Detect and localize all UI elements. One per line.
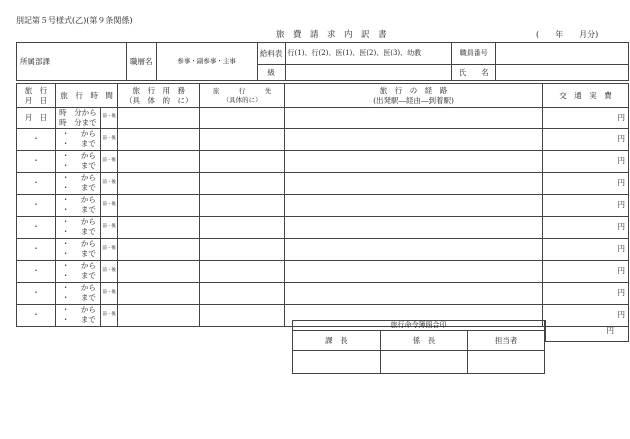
row-ampm-note: 前・後 xyxy=(100,238,117,260)
row-date-dot: ・ xyxy=(32,222,40,232)
row-date-cell[interactable] xyxy=(17,282,56,304)
person-in-charge-label: 担当者 xyxy=(468,331,545,351)
purpose-cell[interactable] xyxy=(118,282,200,304)
row-from-label: から xyxy=(80,282,96,292)
stamp-table xyxy=(292,320,545,374)
transport-cell[interactable] xyxy=(542,128,628,150)
row-time-dot: ・ xyxy=(61,260,70,270)
row-time-cell[interactable] xyxy=(55,282,100,304)
position-label: 職層名 xyxy=(126,43,156,81)
subheader-time-to: 時 分まで xyxy=(59,117,97,127)
route-label: 旅 行 の 経 路 xyxy=(379,85,448,95)
itinerary-row xyxy=(17,260,629,282)
col-purpose-header: 旅 行 用 務 （具 体 的 に） xyxy=(118,84,200,108)
row-yen: 円 xyxy=(617,244,625,254)
purpose-cell[interactable] xyxy=(118,194,200,216)
row-time-dot: ・ xyxy=(61,216,70,226)
row-time-dot: ・ xyxy=(61,128,70,138)
purpose-cell[interactable] xyxy=(118,238,200,260)
name-field[interactable] xyxy=(496,65,629,81)
row-ampm-note: 前・後 xyxy=(100,150,117,172)
row-to-label: まで xyxy=(80,271,96,280)
subheader-time xyxy=(55,108,100,129)
subheader-time-from: 時 分から xyxy=(59,108,97,117)
transport-cell[interactable] xyxy=(542,150,628,172)
header-info-table xyxy=(16,42,629,81)
row-date-cell[interactable] xyxy=(17,150,56,172)
row-from-label: から xyxy=(80,172,96,182)
subsection-chief-label: 係 長 xyxy=(380,331,468,351)
row-from-label: から xyxy=(80,150,96,160)
destination-cell[interactable] xyxy=(200,282,285,304)
name-label: 氏 名 xyxy=(452,65,496,81)
route-cell[interactable] xyxy=(285,194,543,216)
year-month-field: ( 年 月分) xyxy=(536,30,599,39)
destination-cell[interactable] xyxy=(200,238,285,260)
row-ampm-note: 前・後 xyxy=(100,304,117,326)
row-yen: 円 xyxy=(617,200,625,210)
purpose-cell[interactable] xyxy=(118,304,200,326)
transport-cell[interactable] xyxy=(542,194,628,216)
purpose-cell[interactable] xyxy=(118,150,200,172)
itinerary-row xyxy=(17,216,629,238)
row-yen: 円 xyxy=(617,156,625,166)
destination-cell[interactable] xyxy=(200,260,285,282)
itinerary-table xyxy=(16,83,629,327)
grade-label: 級 xyxy=(257,65,285,81)
row-from-label: から xyxy=(80,260,96,270)
purpose-cell[interactable] xyxy=(118,128,200,150)
row-to-label: まで xyxy=(80,315,96,324)
row-ampm-note: 前・後 xyxy=(100,282,117,304)
row-date-cell[interactable] xyxy=(17,238,56,260)
department-label: 所属部課 xyxy=(17,43,127,81)
row-ampm-note: 前・後 xyxy=(100,172,117,194)
row-date-cell[interactable] xyxy=(17,128,56,150)
row-time-cell[interactable] xyxy=(55,304,100,326)
purpose-cell[interactable] xyxy=(118,216,200,238)
row-to-label: まで xyxy=(80,249,96,258)
destination-cell[interactable] xyxy=(200,172,285,194)
subsection-chief-stamp[interactable] xyxy=(380,351,468,374)
row-to-label: まで xyxy=(80,161,96,170)
destination-label: 旅 行 先 xyxy=(212,87,272,96)
row-time-dot: ・ xyxy=(61,161,70,170)
row-time-cell[interactable] xyxy=(55,194,100,216)
row-time-dot: ・ xyxy=(61,227,70,236)
row-date-dot: ・ xyxy=(32,156,40,166)
row-date-cell[interactable] xyxy=(17,260,56,282)
route-cell[interactable] xyxy=(285,282,543,304)
transport-cell[interactable] xyxy=(542,216,628,238)
row-to-label: まで xyxy=(80,139,96,148)
employee-no-label: 職員番号 xyxy=(452,43,496,65)
row-date-cell[interactable] xyxy=(17,172,56,194)
itinerary-row xyxy=(17,150,629,172)
row-date-dot: ・ xyxy=(32,200,40,210)
route-cell[interactable] xyxy=(285,216,543,238)
itinerary-row xyxy=(17,194,629,216)
itinerary-row xyxy=(17,128,629,150)
transport-total-cell[interactable] xyxy=(545,320,629,342)
grade-field[interactable] xyxy=(285,65,452,81)
row-yen: 円 xyxy=(617,266,625,276)
row-time-dot: ・ xyxy=(61,183,70,192)
row-yen: 円 xyxy=(617,288,625,298)
row-time-dot: ・ xyxy=(61,238,70,248)
row-date-dot: ・ xyxy=(32,310,40,320)
row-ampm-note: 前・後 xyxy=(100,216,117,238)
row-time-dot: ・ xyxy=(61,249,70,258)
row-time-cell[interactable] xyxy=(55,128,100,150)
destination-cell[interactable] xyxy=(200,150,285,172)
route-cell[interactable] xyxy=(285,260,543,282)
row-date-dot: ・ xyxy=(32,266,40,276)
row-time-cell[interactable] xyxy=(55,172,100,194)
destination-cell[interactable] xyxy=(200,216,285,238)
position-value: 参事・副参事・主事 xyxy=(156,43,257,81)
row-ampm-note: 前・後 xyxy=(100,260,117,282)
row-yen: 円 xyxy=(617,222,625,232)
col-time-header: 旅 行 時 間 xyxy=(55,84,117,108)
form-title: 旅 費 請 求 内 訳 書 xyxy=(276,30,387,40)
purpose-cell[interactable] xyxy=(118,260,200,282)
section-chief-stamp[interactable] xyxy=(293,351,381,374)
row-date-cell[interactable] xyxy=(17,216,56,238)
row-time-dot: ・ xyxy=(61,282,70,292)
employee-no-field[interactable] xyxy=(496,43,629,65)
row-time-dot: ・ xyxy=(61,172,70,182)
col-transport-header: 交 通 実 費 xyxy=(542,84,628,108)
transport-cell[interactable] xyxy=(542,238,628,260)
row-date-dot: ・ xyxy=(32,178,40,188)
col-destination-header xyxy=(200,84,285,108)
row-time-dot: ・ xyxy=(61,194,70,204)
route-cell[interactable] xyxy=(285,150,543,172)
form-id-line: 別記第５号様式(乙)(第９条関係) xyxy=(16,16,133,25)
salary-table-label: 給料表 xyxy=(257,43,285,65)
destination-cell[interactable] xyxy=(200,304,285,326)
row-from-label: から xyxy=(80,216,96,226)
section-chief-label: 課 長 xyxy=(293,331,381,351)
row-time-dot: ・ xyxy=(61,315,70,324)
row-from-label: から xyxy=(80,238,96,248)
itinerary-row xyxy=(17,172,629,194)
row-date-dot: ・ xyxy=(32,244,40,254)
destination-sub: （具体的に） xyxy=(222,95,262,104)
row-date-dot: ・ xyxy=(32,288,40,298)
destination-cell[interactable] xyxy=(200,194,285,216)
purpose-cell[interactable] xyxy=(118,172,200,194)
row-to-label: まで xyxy=(80,227,96,236)
row-time-cell[interactable] xyxy=(55,238,100,260)
row-time-dot: ・ xyxy=(61,139,70,148)
transport-cell[interactable]: 円 xyxy=(542,108,628,129)
salary-table-value: 行(1)、行(2)、医(1)、医(2)、医(3)、幼教 xyxy=(285,43,452,65)
stamp-title: 旅行命令簿照合印 xyxy=(293,321,545,331)
transport-cell[interactable] xyxy=(542,260,628,282)
row-ampm-note: 前・後 xyxy=(100,194,117,216)
row-from-label: から xyxy=(80,194,96,204)
row-date-dot: ・ xyxy=(32,134,40,144)
row-time-dot: ・ xyxy=(61,205,70,214)
row-time-cell[interactable] xyxy=(55,150,100,172)
row-from-label: から xyxy=(80,304,96,314)
destination-cell[interactable] xyxy=(200,128,285,150)
row-date-cell[interactable] xyxy=(17,194,56,216)
person-in-charge-stamp[interactable] xyxy=(468,351,545,374)
row-date-cell[interactable] xyxy=(17,304,56,326)
transport-cell[interactable] xyxy=(542,172,628,194)
row-time-cell[interactable] xyxy=(55,216,100,238)
ampm-note: 前・後 xyxy=(100,108,117,129)
itinerary-rows xyxy=(17,128,629,326)
row-ampm-note: 前・後 xyxy=(100,128,117,150)
row-time-cell[interactable] xyxy=(55,260,100,282)
row-from-label: から xyxy=(80,128,96,138)
route-cell[interactable] xyxy=(285,108,543,129)
purpose-cell[interactable] xyxy=(118,108,200,129)
destination-cell[interactable] xyxy=(200,108,285,129)
row-yen: 円 xyxy=(617,134,625,144)
transport-cell[interactable] xyxy=(542,282,628,304)
itinerary-row xyxy=(17,238,629,260)
transport-total-yen: 円 xyxy=(606,326,614,335)
route-cell[interactable] xyxy=(285,172,543,194)
row-yen: 円 xyxy=(617,310,625,320)
route-cell[interactable] xyxy=(285,128,543,150)
row-time-dot: ・ xyxy=(61,293,70,302)
col-date-header: 旅 行 月 日 xyxy=(17,84,56,108)
row-to-label: まで xyxy=(80,183,96,192)
route-sub: (出発駅―経由―到着駅) xyxy=(373,95,454,105)
row-time-dot: ・ xyxy=(61,271,70,280)
row-to-label: まで xyxy=(80,293,96,302)
itinerary-row xyxy=(17,282,629,304)
row-time-dot: ・ xyxy=(61,304,70,314)
row-yen: 円 xyxy=(617,178,625,188)
subheader-date: 月 日 xyxy=(17,108,56,129)
col-route-header xyxy=(285,84,543,108)
row-time-dot: ・ xyxy=(61,150,70,160)
route-cell[interactable] xyxy=(285,238,543,260)
row-to-label: まで xyxy=(80,205,96,214)
